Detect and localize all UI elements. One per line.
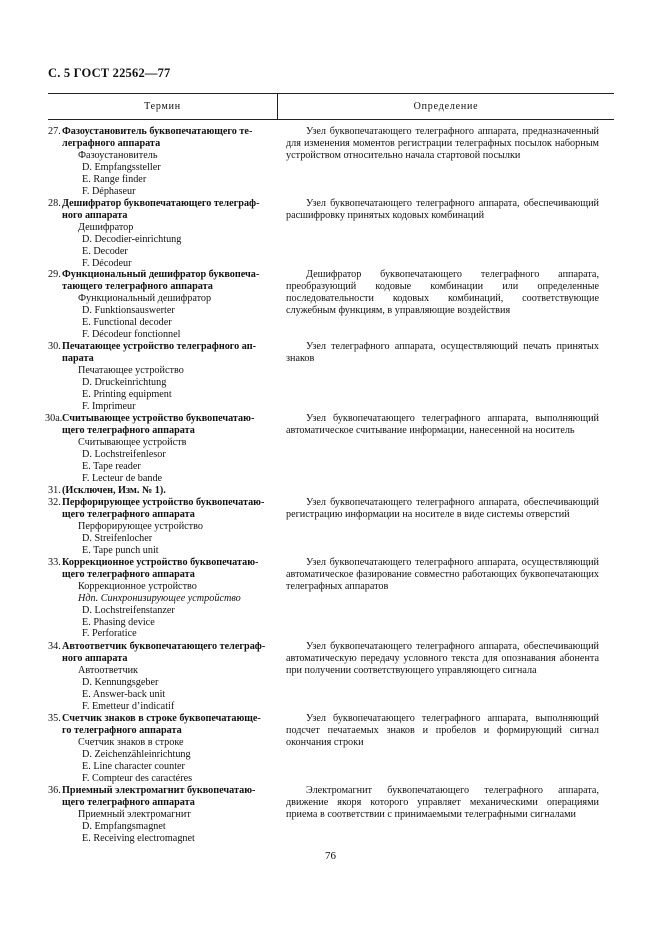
column-header-term: Термин: [144, 101, 181, 112]
term-cell: [48, 269, 276, 340]
term-title: Дешифратор буквопечатающего телеграф-: [62, 198, 260, 209]
page-header: С. 5 ГОСТ 22562—77: [48, 66, 171, 80]
page-number: 76: [325, 850, 336, 862]
term-title: Перфорирующее устройство буквопечатаю-: [62, 497, 265, 508]
term-translation: D. Decodier-einrichtung: [82, 233, 182, 245]
table-top-rule: [48, 93, 614, 94]
term-translation: E. Line character counter: [82, 760, 185, 772]
term-synonym: Перфорирующее устройство: [78, 520, 203, 532]
term-translation: E. Tape reader: [82, 460, 141, 472]
term-title: ного аппарата: [62, 209, 128, 221]
term-title: Фазоустановитель буквопечатающего те-: [62, 126, 253, 137]
term-title: Печатающее устройство телеграфного ап-: [62, 341, 257, 352]
term-title: Считывающее устройство буквопечатаю-: [62, 413, 255, 424]
term-translation: E. Phasing device: [82, 616, 155, 628]
term-translation: F. Décodeur: [82, 257, 132, 269]
term-translation: F. Déphaseur: [82, 185, 136, 197]
term-title: тающего телеграфного аппарата: [62, 280, 213, 292]
term-title: Функциональный дешифратор буквопеча-: [62, 269, 260, 280]
term-title: ного аппарата: [62, 652, 128, 664]
term-translation: E. Receiving electromagnet: [82, 832, 195, 844]
term-translation: D. Empfangsmagnet: [82, 820, 166, 832]
definition-cell: Узел буквопечатающего телеграфного аппарата, выполняющий подсчет печатаемых знаков и пробелов и формирующий сигнал окончания строки: [286, 713, 599, 748]
term-title: щего телеграфного аппарата: [62, 568, 195, 580]
term-translation: E. Tape punch unit: [82, 544, 159, 556]
term-translation: E. Decoder: [82, 245, 128, 257]
term-translation: F. Emetteur d’indicatif: [82, 700, 175, 712]
term-title: щего телеграфного аппарата: [62, 796, 195, 808]
term-translation: D. Empfangssteller: [82, 161, 161, 173]
term-translation: D. Zeichenzähleinrichtung: [82, 748, 191, 760]
definition-cell: Электромагнит буквопечатающего телеграфного аппарата, движение якоря которого управляет механическими операциями приема в соответствии с принимаемыми телеграфными сигналами: [286, 785, 599, 820]
term-synonym: Счетчик знаков в строке: [78, 736, 184, 748]
term-cell: [48, 485, 276, 497]
term-translation: D. Kennungsgeber: [82, 676, 159, 688]
term-translation: F. Compteur des caractéres: [82, 772, 193, 784]
entry-number: 33.: [48, 557, 61, 568]
entry-number: 35.: [48, 713, 61, 724]
definition-cell: Узел буквопечатающего телеграфного аппарата, обеспечивающий расшифровку принятых кодовых комбинаций: [286, 198, 599, 221]
term-deprecated: Ндп. Синхронизирующее устройство: [78, 592, 241, 604]
term-title: Автоответчик буквопечатающего телеграф-: [62, 641, 266, 652]
term-translation: D. Streifenlocher: [82, 532, 153, 544]
column-header-definition: Определение: [413, 101, 479, 112]
term-synonym: Приемный электромагнит: [78, 808, 191, 820]
entry-number: 30.: [48, 341, 61, 352]
term-title: леграфного аппарата: [62, 137, 161, 149]
term-synonym: Фазоустановитель: [78, 149, 158, 161]
term-translation: D. Lochstreifenlesor: [82, 448, 166, 460]
term-cell: [48, 785, 276, 845]
term-title: Счетчик знаков в строке буквопечатающе-: [62, 713, 261, 724]
entry-number: 30а.: [45, 413, 63, 424]
term-cell: [48, 198, 276, 269]
term-synonym: Печатающее устройство: [78, 364, 184, 376]
table-header-rule: [48, 119, 614, 120]
term-translation: E. Answer-back unit: [82, 688, 166, 700]
term-translation: E. Functional decoder: [82, 316, 172, 328]
entry-number: 27.: [48, 126, 61, 137]
term-translation: D. Funktionsauswerter: [82, 304, 175, 316]
definition-cell: Узел телеграфного аппарата, осуществляющий печать принятых знаков: [286, 341, 599, 364]
term-synonym: Функциональный дешифратор: [78, 292, 212, 304]
term-cell: [45, 413, 276, 484]
term-title: (Исключен, Изм. № 1).: [62, 485, 166, 496]
term-title: Коррекционное устройство буквопечатаю-: [62, 557, 259, 568]
term-synonym: Автоответчик: [78, 664, 138, 676]
term-translation: F. Lecteur de bande: [82, 472, 163, 484]
term-cell: [48, 497, 276, 557]
definition-cell: Узел буквопечатающего телеграфного аппарата, предназначенный для изменения моментов регистрации телеграфных посылок наборным устройством относительно начала стартовой посылки: [286, 126, 599, 161]
term-synonym: Считывающее устройств: [78, 436, 187, 448]
term-title: щего телеграфного аппарата: [62, 508, 195, 520]
definition-cell: Дешифратор буквопечатающего телеграфного аппарата, преобразующий кодовые комбинации или определенные последовательности кодовых комбинаций, соответствующие служебным функциям, в управляющие воздействия: [286, 269, 599, 316]
entry-number: 34.: [48, 641, 61, 652]
term-title: щего телеграфного аппарата: [62, 424, 195, 436]
definition-cell: Узел буквопечатающего телеграфного аппарата, обеспечивающий регистрацию информации на носителе в виде системы отверстий: [286, 497, 599, 520]
entry-number: 32.: [48, 497, 61, 508]
term-title: Приемный электромагнит буквопечатаю-: [62, 785, 256, 796]
entry-number: 29.: [48, 269, 61, 280]
definition-cell: Узел буквопечатающего телеграфного аппарата, обеспечивающий автоматическую передачу условного текста для опознавания абонента при получении соответствующего управляющего сигнала: [286, 641, 599, 676]
definition-cell: Узел буквопечатающего телеграфного аппарата, выполняющий автоматическое считывание информации, нанесенной на носитель: [286, 413, 599, 436]
term-translation: F. Imprimeur: [82, 400, 136, 412]
term-cell: [48, 557, 276, 640]
term-translation: E. Range finder: [82, 173, 147, 185]
term-title: го телеграфного аппарата: [62, 724, 182, 736]
term-cell: [48, 713, 276, 784]
term-title: парата: [62, 352, 94, 364]
term-translation: E. Printing equipment: [82, 388, 172, 400]
entry-number: 28.: [48, 198, 61, 209]
term-synonym: Коррекционное устройство: [78, 580, 197, 592]
term-translation: D. Lochstreifenstanzer: [82, 604, 175, 616]
term-cell: [48, 341, 276, 412]
term-translation: F. Perforatice: [82, 628, 137, 640]
definition-cell: Узел буквопечатающего телеграфного аппарата, осуществляющий автоматическое фазирование совместно работающих буквопечатающих телеграфных аппаратов: [286, 557, 599, 592]
term-translation: F. Décodeur fonctionnel: [82, 328, 181, 340]
entry-number: 31.: [48, 485, 61, 496]
term-translation: D. Druckeinrichtung: [82, 376, 167, 388]
term-synonym: Дешифратор: [78, 221, 134, 233]
term-cell: [48, 126, 276, 197]
term-cell: [48, 641, 276, 712]
entry-number: 36.: [48, 785, 61, 796]
